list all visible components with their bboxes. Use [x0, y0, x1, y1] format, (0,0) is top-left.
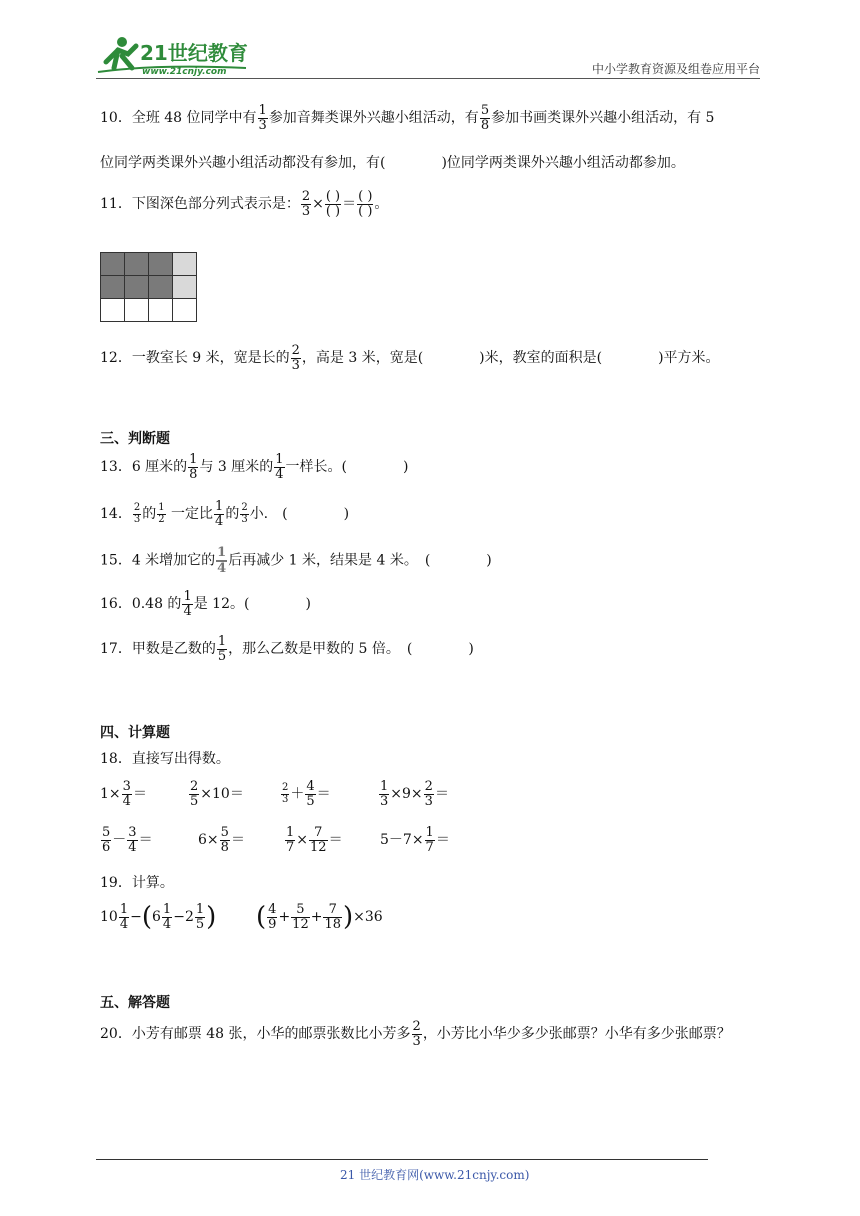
q10-line2: 位同学两类课外兴趣小组活动都没有参加，有( )位同学两类课外兴趣小组活动都参加。 — [100, 155, 685, 171]
calc-19-2: ( $\frac{4}{9}$ + $\frac{5}{12}$ + $\frac{7}{18}$ )×36 — [256, 901, 383, 932]
calc-8: 5－7× $\frac{1}{7}$ ＝ — [380, 825, 450, 855]
calc-1: 1× $\frac{3}{4}$ ＝ — [100, 779, 147, 809]
calc-6: 6× $\frac{5}{8}$ ＝ — [198, 825, 245, 855]
footer-rule — [96, 1159, 708, 1160]
runner-logo-icon — [96, 34, 256, 78]
calc-7: $\frac{1}{7}$ × $\frac{7}{12}$ ＝ — [286, 825, 343, 855]
q14-line: 14． $\frac{2}{3}$ 的 $\frac{1}{2}$ 一定比 $\frac{1}{4}$ 的 $\frac{2}{3}$ 小. ( ) — [100, 499, 350, 529]
q18-title: 18．直接写出得数。 — [100, 751, 230, 767]
shaded-grid — [100, 252, 197, 322]
calc-2: $\frac{2}{5}$ ×10＝ — [190, 779, 244, 809]
fraction: $\frac{2}{3}$ — [291, 343, 300, 373]
header-logo — [96, 34, 256, 82]
q13-line: 13．6 厘米的 $\frac{1}{8}$ 与 3 厘米的 $\frac{1}{4}$ 一样长。( ) — [100, 452, 409, 482]
q11-line: 11．下图深色部分列式表示是： $\frac{2}{3}$ × $\frac{( )}{( )}$ ＝ $\frac{( )}{( )}$ 。 — [100, 189, 389, 219]
section-3-title: 三、判断题 — [100, 431, 170, 447]
blank-fraction: $\frac{( )}{( )}$ — [358, 189, 373, 219]
q12-line: 12．一教室长 9 米，宽是长的 $\frac{2}{3}$ ，高是 3 米，宽是( )米，教室的面积是( )平方米。 — [100, 343, 720, 373]
q16-line: 16．0.48 的 $\frac{1}{4}$ 是 12。( ) — [100, 589, 311, 619]
section-5-title: 五、解答题 — [100, 995, 170, 1011]
calc-5: $\frac{5}{6}$ － $\frac{3}{4}$ ＝ — [102, 825, 153, 855]
section-4-title: 四、计算题 — [100, 725, 170, 741]
fraction: $\frac{5}{8}$ — [480, 103, 490, 133]
q19-title: 19．计算。 — [100, 875, 174, 891]
calc-19-1: 10 $\frac{1}{4}$ −(6 $\frac{1}{4}$ −2 $\frac{1}{5}$ ) — [100, 901, 217, 932]
calc-4: $\frac{1}{3}$ ×9× $\frac{2}{3}$ ＝ — [380, 779, 449, 809]
q20-line: 20．小芳有邮票 48 张，小华的邮票张数比小芳多 $\frac{2}{3}$ ，小芳比小华少多少张邮票？小华有多少张邮票？ — [100, 1019, 731, 1049]
q17-line: 17．甲数是乙数的 $\frac{1}{5}$ ，那么乙数是甲数的 5 倍。 ( ) — [100, 634, 474, 664]
blank-fraction: $\frac{( )}{( )}$ — [325, 189, 341, 219]
fraction: $\frac{1}{3}$ — [258, 103, 267, 133]
q15-line: 15．4 米增加它的 $\frac{1}{4}$ 后再减少 1 米，结果是 4 米。 ( ) — [100, 545, 492, 576]
logo-url: www.21cnjy.com — [142, 67, 227, 77]
q10-line1: 10．全班 48 位同学中有 $\frac{1}{3}$ 参加音舞类课外兴趣小组活动，有 $\frac{5}{8}$ 参加书画类课外兴趣小组活动，有 5 — [100, 103, 715, 133]
fraction: $\frac{2}{3}$ — [301, 189, 311, 219]
calc-3: $\frac{2}{3}$ ＋ $\frac{4}{5}$ ＝ — [282, 779, 331, 809]
footer-text: 21 世纪教育网(www.21cnjy.com) — [340, 1168, 530, 1182]
logo-text: 21世纪教育 — [140, 41, 248, 65]
header-right-text: 中小学教育资源及组卷应用平台 — [591, 62, 760, 76]
header-rule — [96, 78, 760, 79]
